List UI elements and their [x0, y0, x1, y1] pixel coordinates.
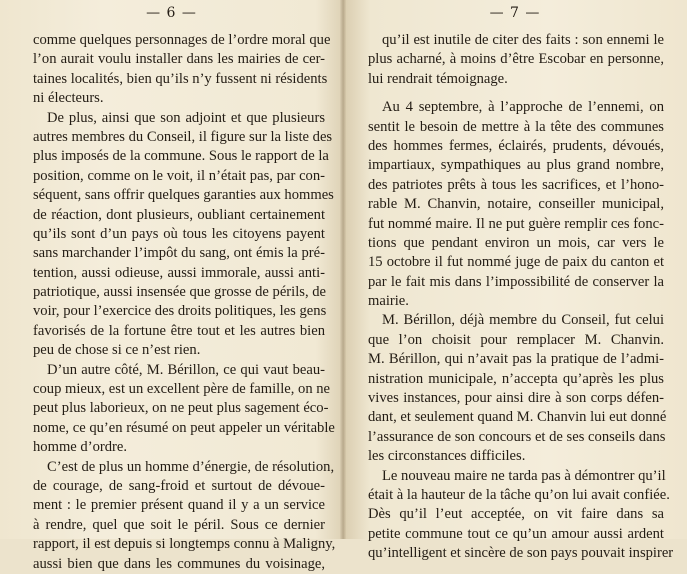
paragraph [368, 31, 664, 89]
text-line: de réaction, dont plusieurs, oubliant certainement [33, 206, 325, 223]
text-line: fut nommé maire. Il ne put guère remplir ces fonc- [368, 215, 664, 232]
text-line: aussi bien que dans les communes du voisinage, [33, 555, 325, 572]
text-line: des patriotes prêts à tous les sacrifices, et l’hono- [368, 176, 664, 193]
text-line: vives instances, pour ainsi dire à son corps défen- [368, 390, 664, 407]
text-line: qu’ils sont d’un pays où tous les citoyens payent [33, 225, 325, 242]
text-line: autres membres du Conseil, il figure sur la liste des [33, 128, 333, 145]
text-line: l’assurance de son concours et de ses conseils dans [368, 428, 666, 445]
text-line: à rendre, quel que soit le péril. Sous ce dernier [33, 516, 325, 533]
text-line: ni électeurs. [33, 90, 104, 107]
text-line: mairie. [368, 293, 409, 310]
text-line: nistration municipale, n’accepta qu’après les plus [368, 370, 664, 387]
text-line: l’on aurait voulu installer dans les mairies de cer- [33, 51, 325, 68]
text-line: petite commune tout ce qu’un amour aussi ardent [368, 525, 664, 542]
text-line: plus acharné, à moins d’être Escobar en personne, [368, 51, 664, 68]
text-line: taines localités, bien qu’ils n’y fussent ni résidents [33, 70, 328, 87]
text-line: position, comme on le voit, il n’était pas, par con- [33, 167, 325, 184]
paragraph [33, 31, 331, 109]
paragraph [368, 467, 674, 564]
paragraph [33, 458, 336, 574]
left-page [0, 0, 343, 572]
page-number-right: — 7 — [489, 5, 541, 21]
text-line: tention, aussi odieuse, aussi immorale, aussi anti- [33, 264, 325, 281]
text-line: des hommes fermes, éclairés, prudents, dévoués, [368, 137, 664, 154]
text-line: voir, pour l’exercice des droits politiques, les gens [33, 303, 327, 320]
text-line: Au 4 septembre, à l’approche de l’ennemi, on [382, 99, 664, 116]
text-line: Dès qu’il l’eut acceptée, on vit faire dans sa [368, 506, 664, 523]
text-line: tions que pendant environ un mois, car vers le [368, 234, 664, 251]
text-line: patriotique, aussi insensée que grosse de périls, de [33, 284, 327, 301]
text-line: les circonstances difficiles. [368, 448, 526, 465]
paragraph-gap [368, 89, 664, 98]
paragraph [368, 311, 667, 466]
text-line: ment : le premier présent quand il y a un service [33, 497, 325, 514]
text-line: que l’on choisit pour remplacer M. Chanvin. [368, 331, 664, 348]
left-page-text [33, 31, 336, 574]
text-line: qu’intelligent et sincère de son pays pouvait inspirer [368, 545, 674, 562]
paragraph [368, 98, 664, 311]
page-number-left: — 6 — [146, 5, 197, 21]
text-line: peut plus laborieux, on ne peut plus sagement éco- [33, 400, 329, 417]
paragraph [33, 109, 334, 361]
text-line: rapport, il est depuis si longtemps connu à Maligny, [33, 536, 336, 553]
text-line: Le nouveau maire ne tarda pas à démontrer qu’il [382, 467, 666, 484]
text-line: qu’il est inutile de citer des faits : son ennemi le [382, 32, 664, 48]
text-line: lui rendrait témoignage. [368, 70, 508, 87]
text-line: favorisés de la fortune être tout et les autres bien [33, 322, 325, 339]
text-line: sans marchander l’impôt du sang, ont émis la pré- [33, 245, 325, 262]
text-line: 15 octobre il fut nommé juge de paix du canton et [368, 254, 664, 271]
right-page-text [368, 31, 674, 564]
right-page [343, 0, 687, 562]
book-gutter [340, 0, 346, 539]
text-line: homme d’ordre. [33, 439, 128, 456]
text-line: M. Bérillon, qui n’avait pas la pratique de l’admi- [368, 351, 664, 368]
text-line: séquent, sans offrir quelques garanties aux hommes [33, 187, 334, 204]
text-line: C’est de plus un homme d’énergie, de résolution, [47, 458, 335, 475]
text-line: nome, ce qu’en résumé on peut appeler un véritable [33, 419, 335, 436]
text-line: impartiaux, sympathiques au plus grand nombre, [368, 157, 664, 174]
text-line: peu de chose si ce n’est rien. [33, 342, 201, 359]
text-line: comme quelques personnages de l’ordre moral que [33, 32, 331, 48]
text-line: par le fait mis dans l’impossibilité de conserver la [368, 273, 664, 290]
text-line: De plus, ainsi que son adjoint et que plusieurs [47, 109, 325, 126]
text-line: M. Bérillon, déjà membre du Conseil, fut celui [382, 312, 664, 329]
text-line: était à la hauteur de la tâche qu’on lui avait confiée. [368, 486, 670, 503]
text-line: coup mieux, est un excellent père de famille, on ne [33, 381, 331, 398]
text-line: plus imposés de la commune. Sous le rapport de la [33, 148, 329, 165]
text-line: rable M. Chanvin, notaire, conseiller municipal, [368, 196, 664, 213]
text-line: D’un autre côté, M. Bérillon, ce qui vaut beau- [47, 361, 325, 378]
text-line: de courage, de sang-froid et surtout de dévoue- [33, 477, 325, 494]
text-line: dant, et seulement quand M. Chanvin lui eut donné [368, 409, 667, 426]
text-line: sentit le besoin de mettre à la tête des communes [368, 118, 664, 135]
paragraph [33, 361, 335, 458]
